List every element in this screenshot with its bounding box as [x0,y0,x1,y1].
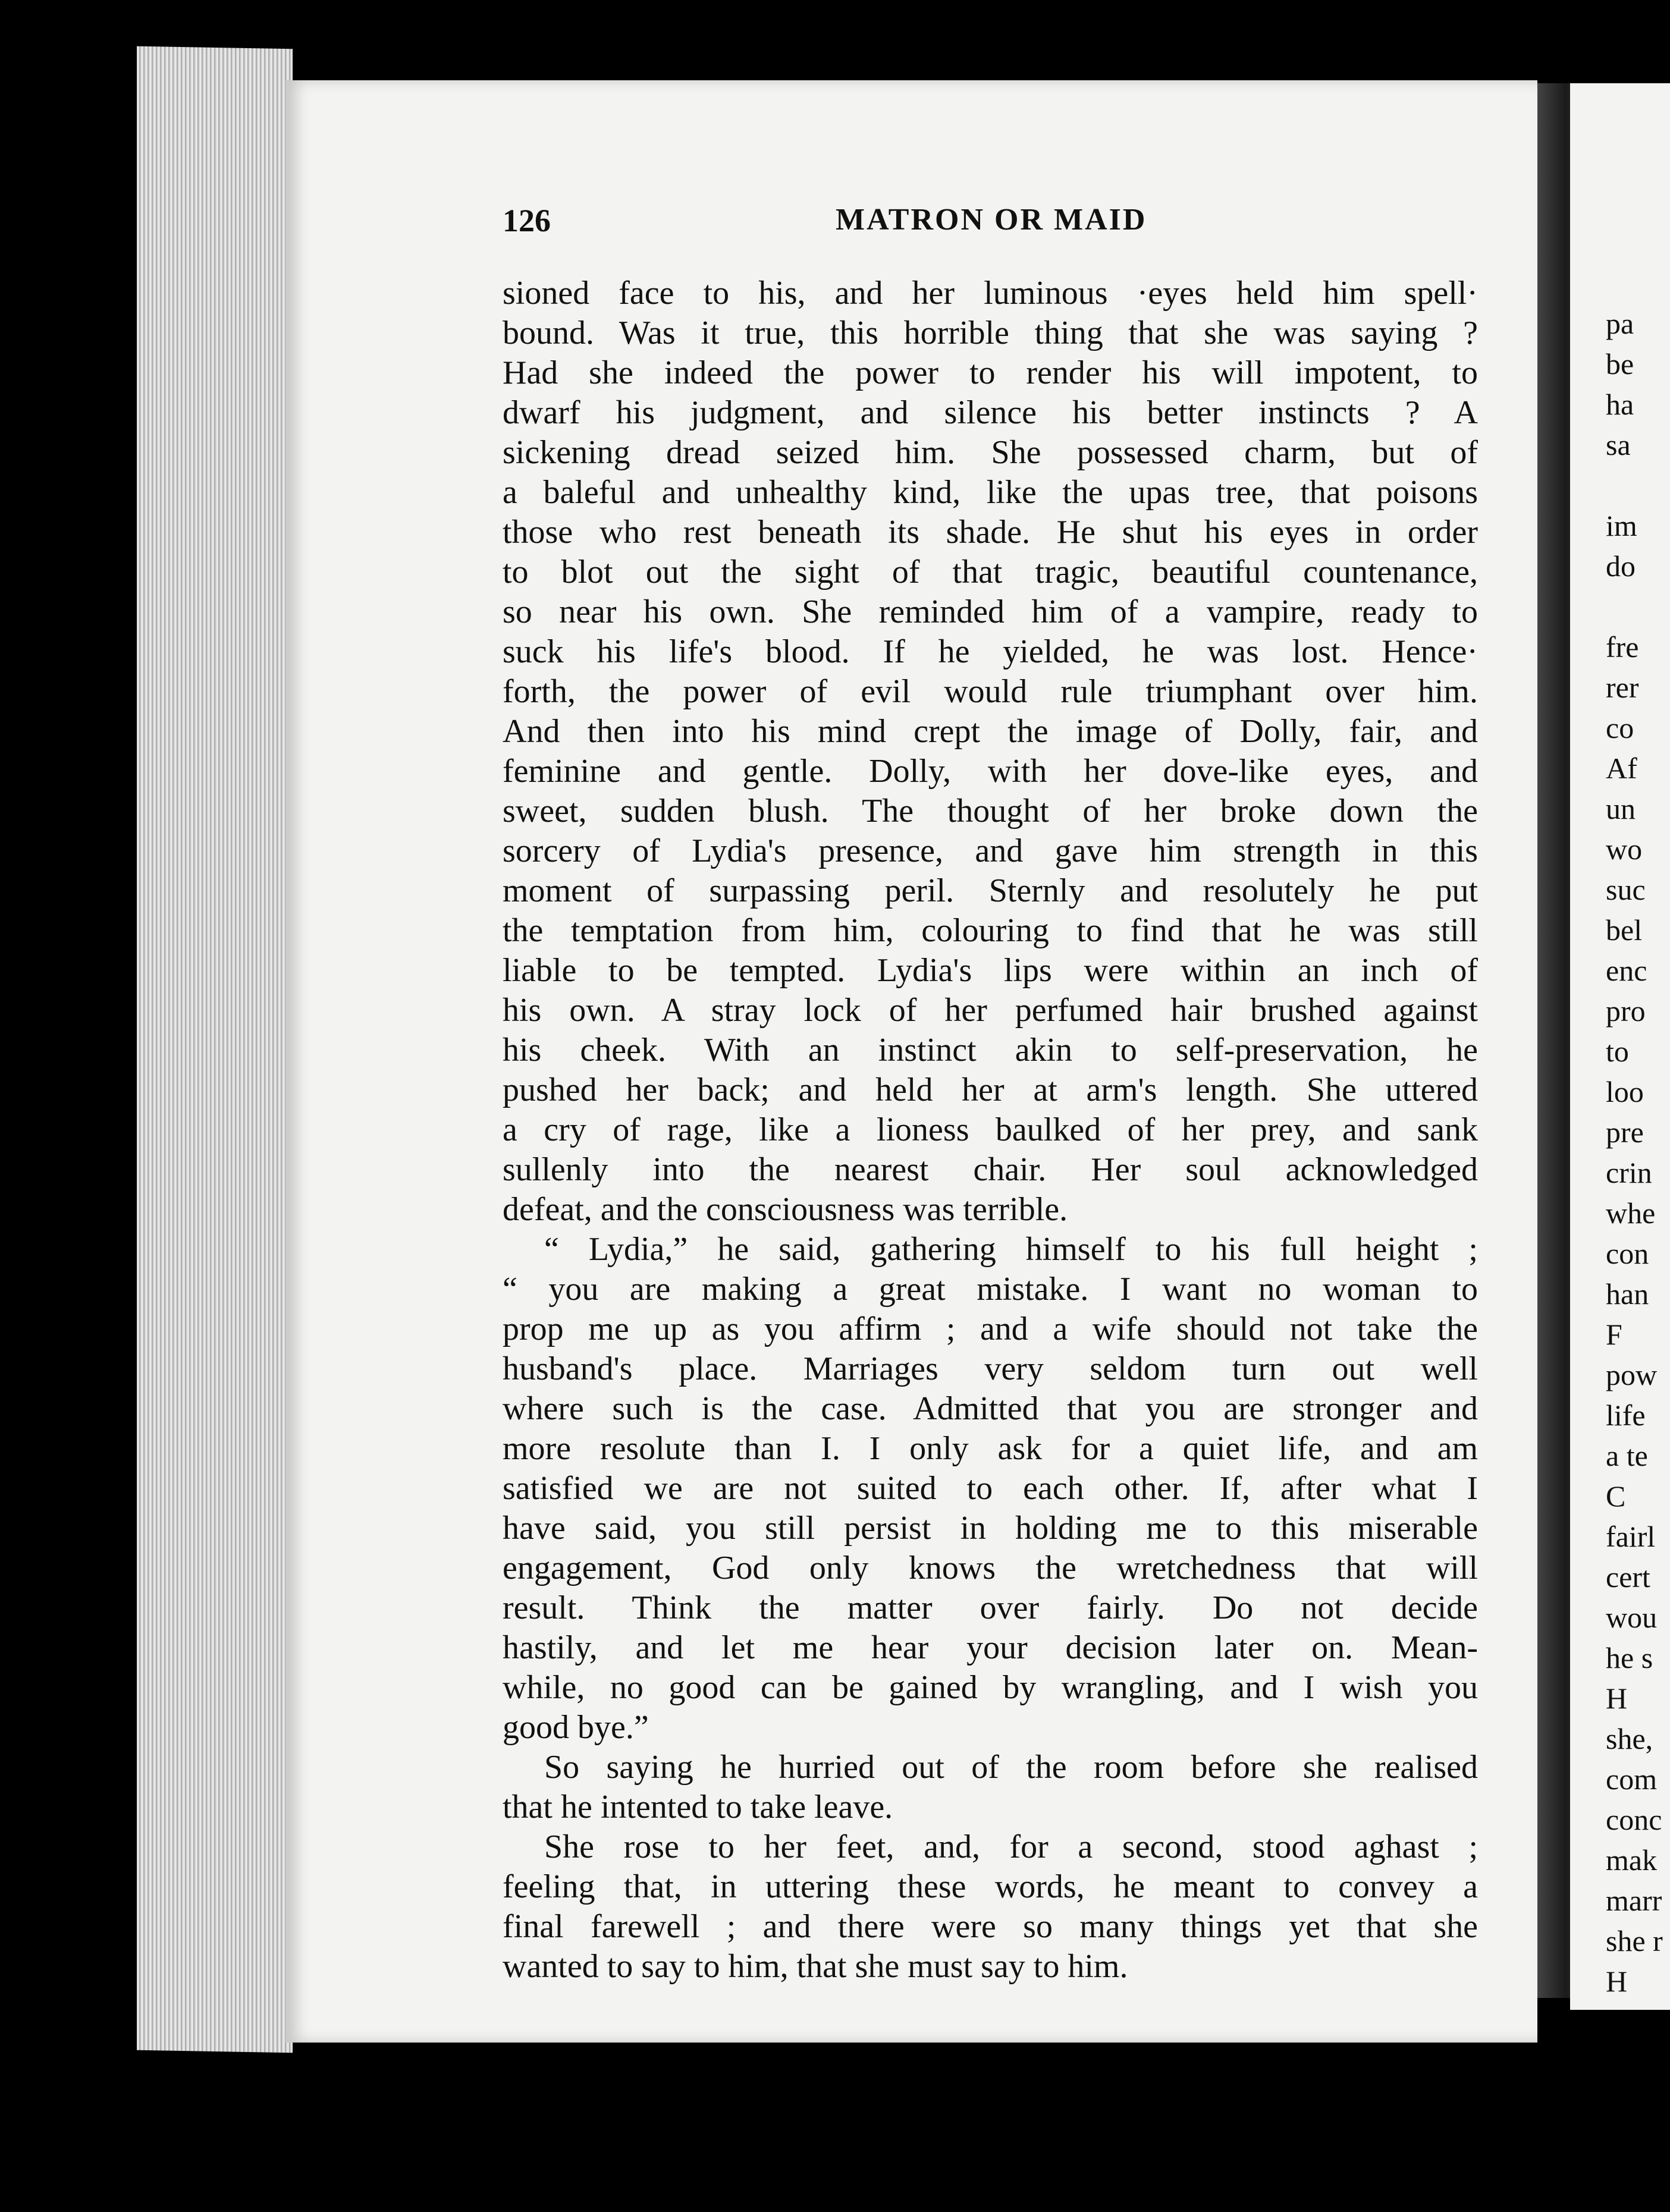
facing-page-fragment: H [1606,1682,1628,1715]
text-line: final farewell ; and there were so many things yet that she [503,1908,1478,1945]
facing-page-fragment: pro [1606,994,1646,1028]
facing-page-fragment: crin [1606,1156,1652,1189]
text-line: feeling that, in uttering these words, he meant to convey a [503,1868,1478,1905]
text-line: “ Lydia,” he said, gathering himself to his full height ; [544,1231,1478,1268]
facing-page-fragment: do [1606,549,1636,583]
facing-page-fragment: conc [1606,1803,1662,1836]
text-line: bound. Was it true, this horrible thing that she was saying ? [503,315,1478,351]
running-head: MATRON OR MAID [836,203,1147,237]
text-line: prop me up as you affirm ; and a wife should not take the [503,1311,1478,1347]
text-line: sullenly into the nearest chair. Her soul acknowledged [503,1151,1478,1188]
body-text [503,274,1478,1987]
text-line: suck his life's blood. If he yielded, he was lost. Hence· [503,633,1478,670]
text-line: husband's place. Marriages very seldom turn out well [503,1350,1478,1387]
text-line: where such is the case. Admitted that you are stronger and [503,1390,1478,1427]
facing-page-fragment: han [1606,1277,1649,1311]
facing-page-fragment: fre [1606,630,1639,664]
facing-page-fragment: Af [1606,752,1637,785]
text-line: defeat, and the consciousness was terrible. [503,1191,1068,1228]
facing-page-fragment: cert [1606,1560,1650,1594]
facing-page-fragment: im [1606,509,1637,542]
text-line: sickening dread seized him. She possessed charm, but of [503,434,1478,471]
text-line: pushed her back; and held her at arm's length. She uttered [503,1072,1478,1108]
text-line: forth, the power of evil would rule triumphant over him. [503,673,1478,710]
facing-page-fragment: mak [1606,1843,1658,1877]
facing-page-fragment [1606,586,1670,627]
text-line: a baleful and unhealthy kind, like the upas tree, that poisons [503,474,1478,511]
text-line: more resolute than I. I only ask for a quiet life, and am [503,1430,1478,1467]
facing-page-fragment: H [1606,1965,1628,1998]
text-line: wanted to say to him, that she must say to him. [503,1948,1128,1985]
facing-page-fragment: pre [1606,1116,1644,1149]
text-line: result. Think the matter over fairly. Do not decide [503,1589,1478,1626]
text-line: Had she indeed the power to render his will impotent, to [503,354,1478,391]
facing-page-fragment: pa [1606,307,1634,340]
facing-page-fragment: pow [1606,1358,1658,1391]
text-line: hastily, and let me hear your decision later on. Mean- [503,1629,1478,1666]
text-line: She rose to her feet, and, for a second, stood aghast ; [544,1828,1478,1865]
facing-page-fragment: sa [1606,428,1631,461]
text-line: feminine and gentle. Dolly, with her dove-like eyes, and [503,753,1478,790]
facing-page-fragment: wou [1606,1601,1658,1634]
facing-page-fragment: whe [1606,1196,1656,1230]
text-line: have said, you still persist in holding me to this miserable [503,1510,1478,1547]
facing-page-fragment: bel [1606,913,1643,947]
facing-page-fragment: suc [1606,873,1646,906]
text-line: so near his own. She reminded him of a vampire, ready to [503,593,1478,630]
text-line: to blot out the sight of that tragic, beautiful countenance, [503,554,1478,590]
facing-page-fragment: rer [1606,671,1639,704]
text-line: “ you are making a great mistake. I want no woman to [503,1271,1478,1308]
text-line: dwarf his judgment, and silence his better instincts ? A [503,394,1478,431]
facing-page-fragment: she, [1606,1722,1653,1755]
facing-page-fragment: con [1606,1237,1649,1270]
page-header [503,202,1478,250]
page-number: 126 [503,203,551,238]
text-line: those who rest beneath its shade. He shut his eyes in order [503,514,1478,551]
text-line: a cry of rage, like a lioness baulked of her prey, and sank [503,1111,1478,1148]
facing-page-fragment: com [1606,1762,1658,1796]
facing-page-fragment: be [1606,347,1634,381]
facing-page-fragment: enc [1606,954,1647,987]
text-line: that he intented to take leave. [503,1789,893,1825]
text-line: engagement, God only knows the wretchedness that will [503,1550,1478,1586]
text-line: while, no good can be gained by wrangling, and I wish you [503,1669,1478,1706]
facing-page-text [1606,303,1670,2002]
facing-page-fragment: wo [1606,832,1643,866]
facing-page-fragment: to [1606,1035,1629,1068]
text-line: sorcery of Lydia's presence, and gave him strength in this [503,832,1478,869]
text-line: good bye.” [503,1709,649,1746]
text-line: moment of surpassing peril. Sternly and resolutely he put [503,872,1478,909]
text-line: satisfied we are not suited to each other. If, after what I [503,1470,1478,1507]
facing-page-fragment: F [1606,1318,1622,1351]
text-line: the temptation from him, colouring to find that he was still [503,912,1478,949]
facing-page-fragment: marr [1606,1884,1662,1917]
text-line: sweet, sudden blush. The thought of her broke down the [503,793,1478,830]
facing-page-fragment: co [1606,711,1634,744]
facing-page-fragment: life [1606,1399,1646,1432]
facing-page-fragment: she r [1606,1924,1663,1958]
text-line: And then into his mind crept the image of Dolly, fair, and [503,713,1478,750]
facing-page-fragment: he s [1606,1641,1653,1674]
facing-page-fragment: fairl [1606,1520,1656,1553]
facing-page-fragment: a te [1606,1439,1648,1472]
page-edges [137,46,293,2053]
text-line: his own. A stray lock of her perfumed hair brushed against [503,992,1478,1029]
facing-page-fragment: loo [1606,1075,1644,1108]
text-line: his cheek. With an instinct akin to self-preservation, he [503,1032,1478,1069]
text-line: sioned face to his, and her luminous ·eyes held him spell· [503,275,1478,312]
facing-page-fragment: ha [1606,388,1634,421]
text-line: liable to be tempted. Lydia's lips were within an inch of [503,952,1478,989]
facing-page-fragment: C [1606,1479,1626,1513]
text-line: So saying he hurried out of the room before she realised [544,1749,1478,1786]
facing-page-fragment: un [1606,792,1636,825]
facing-page-fragment [1606,465,1670,505]
